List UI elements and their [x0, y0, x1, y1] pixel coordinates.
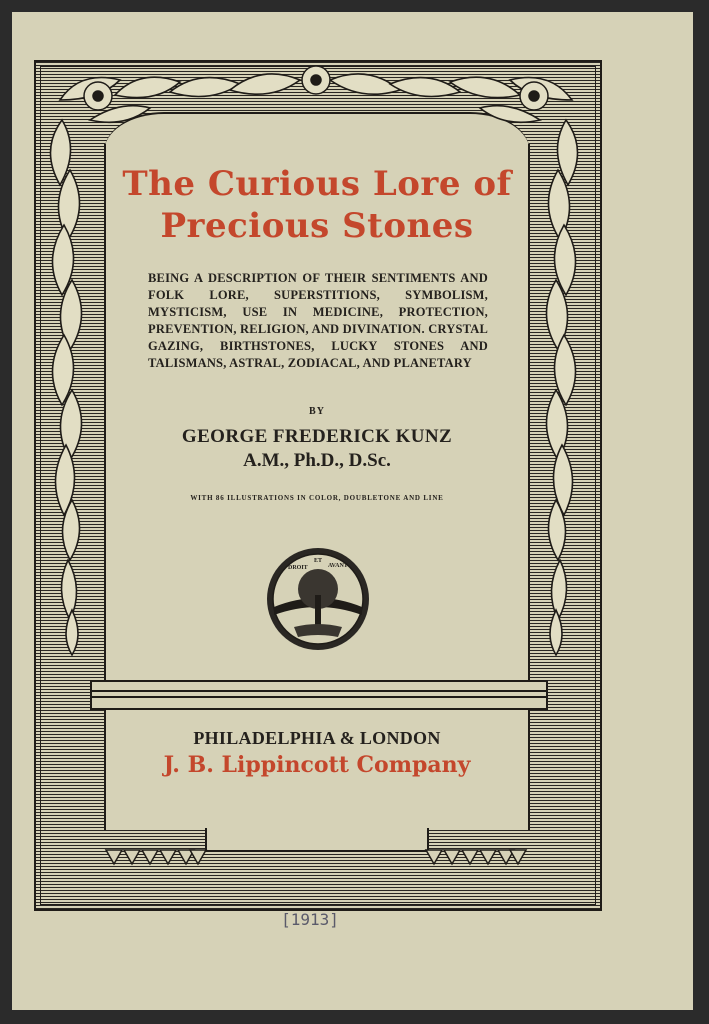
publisher-emblem [264, 545, 372, 653]
subtitle-description: BEING A DESCRIPTION OF THEIR SENTIMENTS AND FOLK LORE, SUPERSTITIONS, SYMBOLISM, MYSTICISM, USE IN MEDICINE, PROTECTION, PREVENTION, RELIGION, AND DIVINATION. CRYSTAL GAZING, BIRTHSTONES, LUCKY STONES AND TALISMANS, ASTRAL, ZODIACAL, AND PLANETARY [148, 271, 488, 370]
imprint-panel-step [205, 828, 429, 852]
imprint-publisher: J. B. Lippincott Company [163, 752, 471, 778]
emblem-motto-mid: ET [314, 558, 323, 564]
emblem-motto-left: DROIT [288, 565, 308, 571]
dentil-ornament-right [424, 848, 528, 868]
imprint-place: PHILADELPHIA & LONDON [193, 728, 441, 748]
emblem-motto-right: AVANT [328, 563, 348, 569]
author-degrees: A.M., Ph.D., D.Sc. [243, 450, 391, 471]
illustrations-note: WITH 86 ILLUSTRATIONS IN COLOR, DOUBLETONE AND LINE [190, 494, 444, 502]
book-title-line-2: Precious Stones [160, 206, 474, 246]
pedestal-ledge [90, 680, 548, 710]
book-title-line-1: The Curious Lore of [122, 164, 512, 204]
author-name: GEORGE FREDERICK KUNZ [181, 426, 453, 447]
handwritten-year-note: [1913] [281, 910, 339, 929]
dentil-ornament-left [104, 848, 208, 868]
by-label: BY [309, 406, 325, 417]
